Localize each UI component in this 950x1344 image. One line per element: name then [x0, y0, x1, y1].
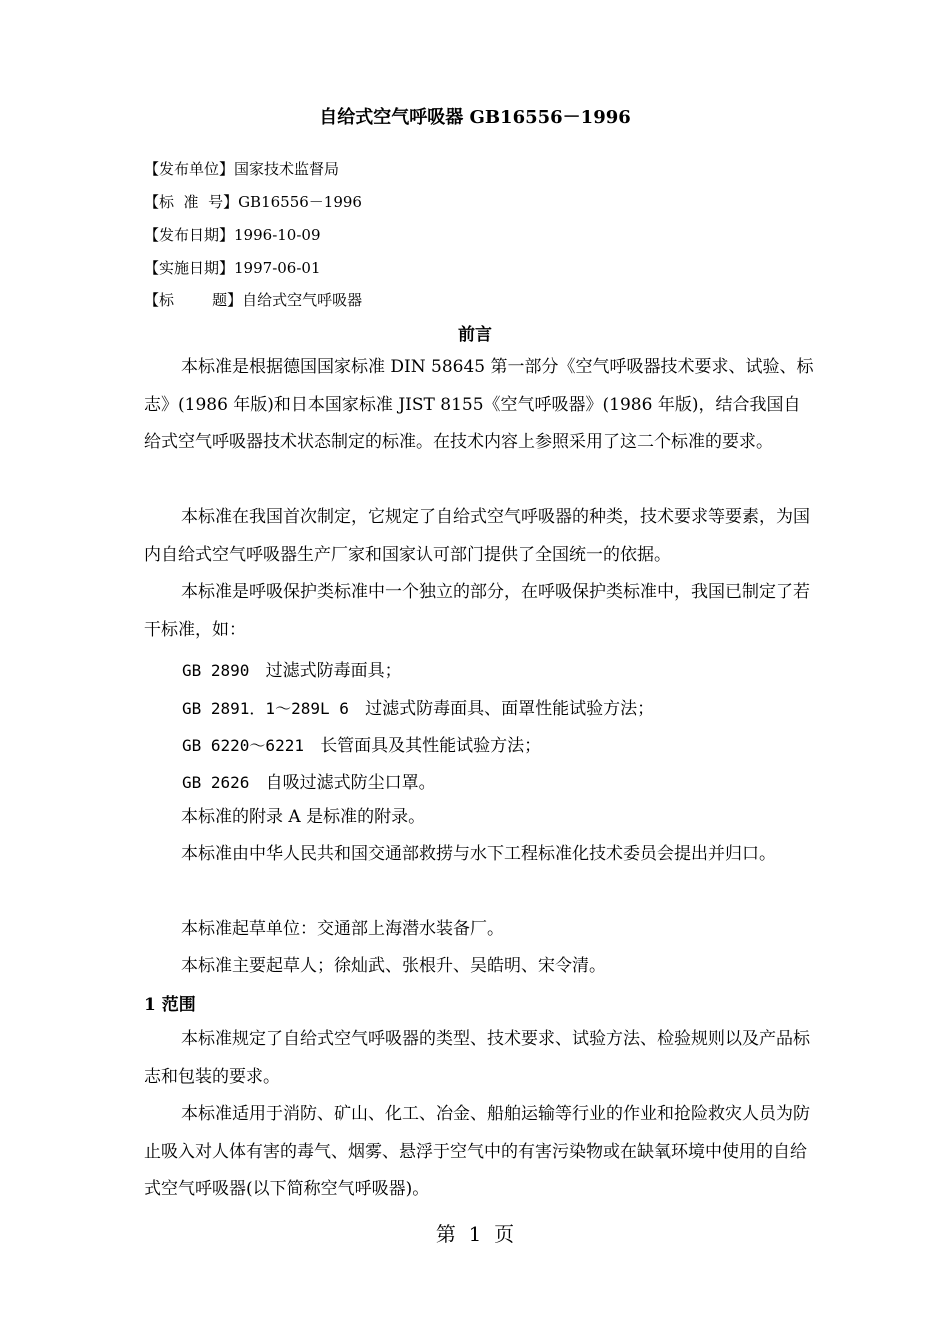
meta-standard-number [144, 192, 362, 212]
meta-value: 1996-10-09 [234, 226, 321, 244]
meta-label: 【发布日期】 [144, 226, 235, 244]
foreword-paragraph-7 [144, 948, 816, 986]
meta-value: 1997-06-01 [234, 259, 321, 277]
foreword-paragraph-5 [144, 836, 816, 874]
foreword-heading: 前言 [458, 325, 492, 345]
meta-label: 【标 准 号】 [144, 193, 239, 211]
paragraph-text: 本标准由中华人民共和国交通部救捞与水下工程标准化技术委员会提出并归口。 [181, 844, 776, 864]
foreword-paragraph-2 [144, 499, 816, 574]
meta-value: GB16556－1996 [238, 193, 362, 211]
standard-item [182, 768, 436, 793]
standard-desc: 过滤式防毒面具、面罩性能试验方法； [365, 699, 655, 719]
standard-item [182, 694, 654, 719]
standard-item [182, 731, 541, 756]
section-1-paragraph-2 [144, 1096, 816, 1209]
section-1-heading: 1 范围 [144, 995, 196, 1015]
meta-label: 【发布单位】 [144, 160, 235, 178]
standard-code: GB 2890 [182, 661, 250, 680]
paragraph-text: 本标准的附录 A 是标准的附录。 [181, 807, 426, 827]
paragraph-text: 本标准是根据德国国家标准 DIN 58645 第一部分《空气呼吸器技术要求、试验、标志》(1986 年版)和日本国家标准 JIST 8155《空气呼吸器》(1986 年版)，结合我国自给式空气呼吸器技术状态制定的标准。在技术内容上参照采用了这二个标准的要求。 [144, 357, 814, 452]
meta-effective-date [144, 258, 321, 278]
meta-value: 自给式空气呼吸器 [242, 291, 363, 309]
standard-desc: 过滤式防毒面具； [265, 661, 402, 681]
meta-publisher [144, 159, 339, 179]
meta-label: 【实施日期】 [144, 259, 235, 277]
paragraph-text: 本标准是呼吸保护类标准中一个独立的部分，在呼吸保护类标准中，我国已制定了若干标准，如： [144, 582, 810, 640]
foreword-paragraph-1 [144, 349, 816, 462]
standard-item [182, 656, 402, 681]
paragraph-text: 本标准适用于消防、矿山、化工、冶金、船舶运输等行业的作业和抢险救灾人员为防止吸入对人体有害的毒气、烟雾、悬浮于空气中的有害污染物或在缺氧环境中使用的自给式空气呼吸器(以下简称空气呼吸器)。 [144, 1104, 810, 1199]
standard-desc: 长管面具及其性能试验方法； [320, 736, 542, 756]
standard-code: GB 2626 [182, 773, 250, 792]
meta-subject [144, 290, 362, 310]
document-title: 自给式空气呼吸器 GB16556－1996 [319, 107, 631, 128]
foreword-paragraph-6 [144, 911, 816, 949]
paragraph-text: 本标准主要起草人；徐灿武、张根升、吴皓明、宋令清。 [181, 956, 606, 976]
standard-code: GB 6220～6221 [182, 736, 304, 755]
standard-code: GB 2891．1～289L 6 [182, 699, 349, 718]
meta-label: 【标 题】 [144, 291, 243, 309]
foreword-paragraph-4 [144, 799, 816, 837]
paragraph-text: 本标准在我国首次制定，它规定了自给式空气呼吸器的种类，技术要求等要素，为国内自给式空气呼吸器生产厂家和国家认可部门提供了全国统一的依据。 [144, 507, 810, 565]
paragraph-text: 本标准规定了自给式空气呼吸器的类型、技术要求、试验方法、检验规则以及产品标志和包装的要求。 [144, 1029, 810, 1087]
meta-publish-date [144, 225, 321, 245]
paragraph-text: 本标准起草单位：交通部上海潜水装备厂。 [181, 919, 504, 939]
standard-desc: 自吸过滤式防尘口罩。 [265, 773, 436, 793]
foreword-paragraph-3 [144, 574, 816, 649]
page-number: 第 1 页 [435, 1222, 515, 1246]
section-1-paragraph-1 [144, 1021, 816, 1096]
meta-value: 国家技术监督局 [234, 160, 340, 178]
